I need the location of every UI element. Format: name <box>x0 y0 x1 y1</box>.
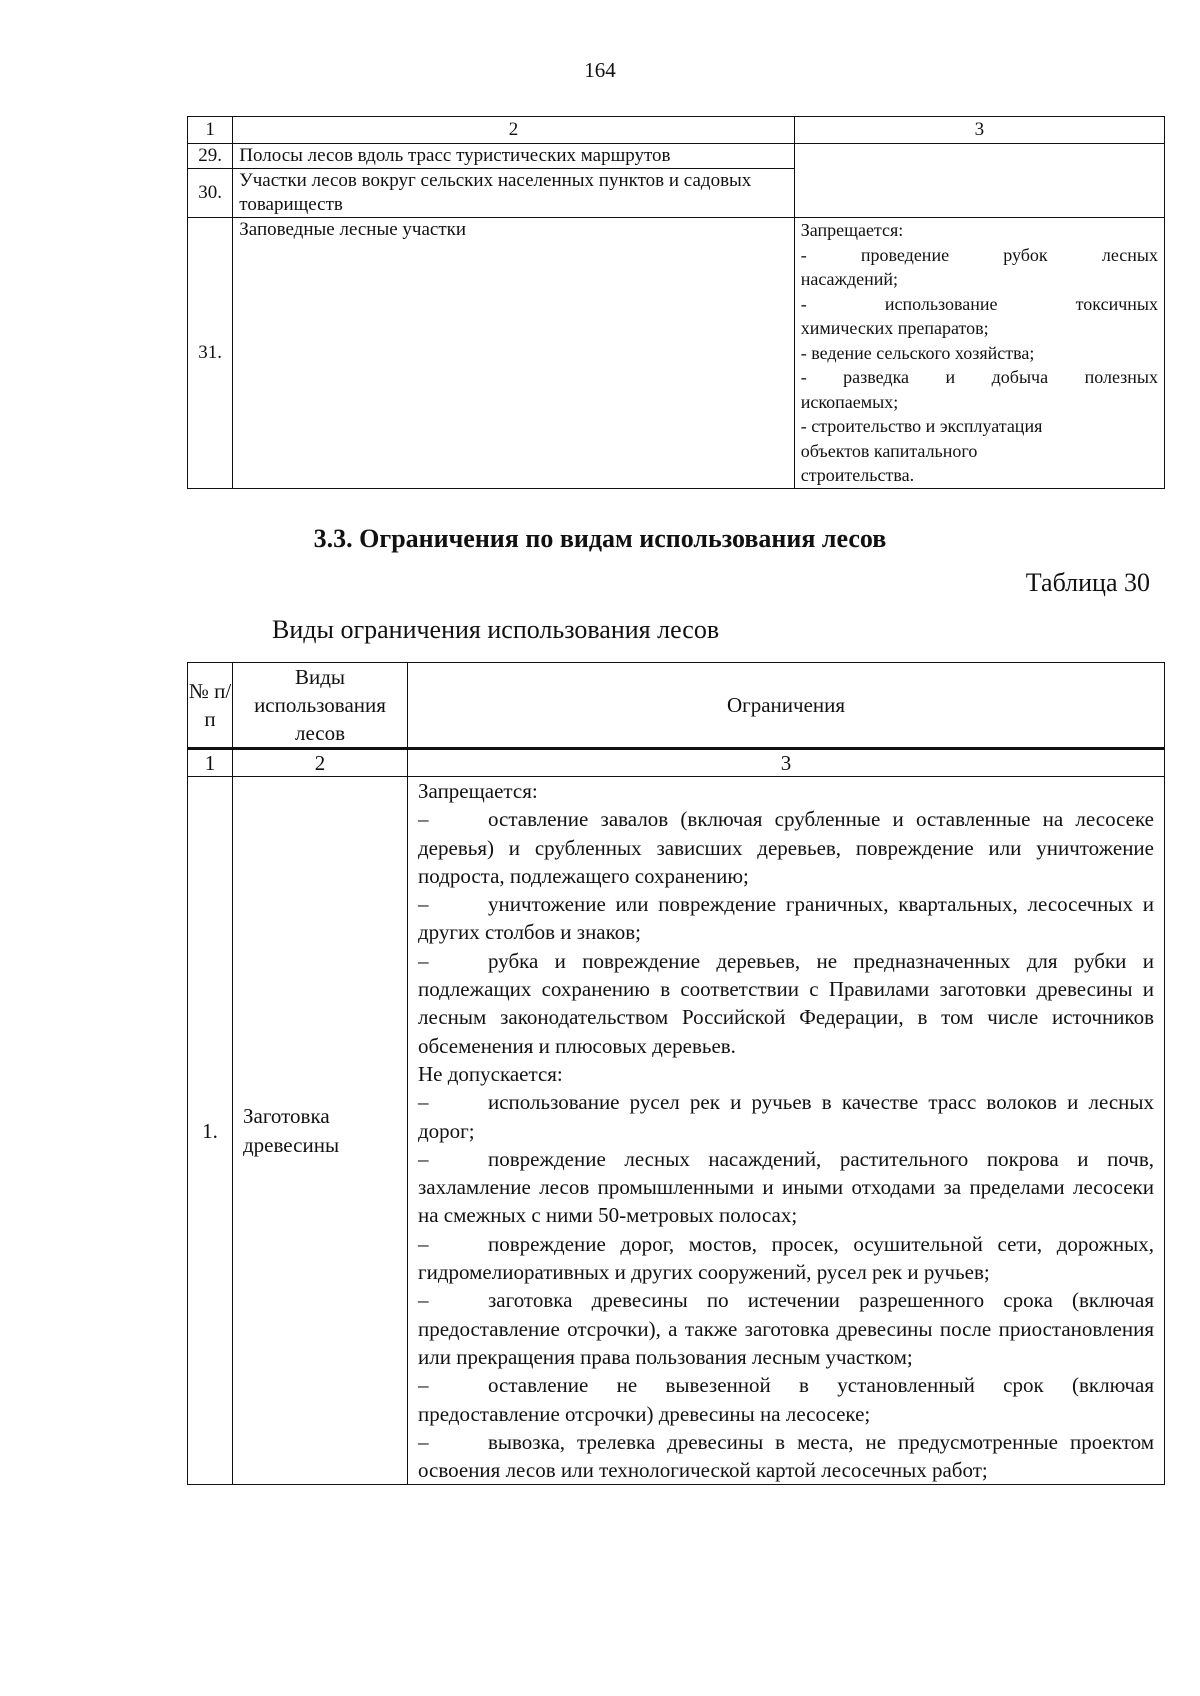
table-header-row <box>188 663 1165 749</box>
table-row <box>188 218 1165 489</box>
restriction-text: вывозка, трелевка древесины в места, не предусмотренные проектом освоения лесов или технологической картой лесосечных работ; <box>418 1429 1154 1483</box>
restriction-item <box>418 805 1154 890</box>
table-index-row <box>188 749 1165 777</box>
restriction-line: химических препаратов; <box>800 318 989 338</box>
restriction-label: Запрещается: <box>418 779 538 803</box>
restriction-line: - использование токсичных <box>800 293 1158 314</box>
row-restrictions <box>408 777 1165 1485</box>
row-name: Заповедные лесные участки <box>233 218 794 489</box>
restriction-item <box>418 1230 1154 1287</box>
restriction-line: Запрещается: <box>800 220 904 240</box>
header-cell: 2 <box>233 117 794 144</box>
restriction-item <box>418 947 1154 1060</box>
dash-bullet: – <box>418 1429 429 1454</box>
dash-bullet: – <box>418 948 429 973</box>
restriction-line: объектов капитального <box>800 440 978 461</box>
restriction-item <box>418 1145 1154 1230</box>
header-number: № п/п <box>188 663 233 749</box>
row-kind: Заготовка древесины <box>233 777 408 1485</box>
header-restrictions: Ограничения <box>408 663 1165 749</box>
dash-bullet: – <box>418 892 429 917</box>
section-title: 3.3. Ограничения по видам использования лесов <box>313 524 887 553</box>
header-kind: Виды использования лесов <box>233 663 408 749</box>
restriction-text: повреждение лесных насаждений, растительного покрова и почв, захламление лесов промышленными и иными отходами за пределами лесосеки на смежных с ними 50-метровых полосах; <box>418 1146 1154 1228</box>
row-name: Полосы лесов вдоль трасс туристических маршрутов <box>233 144 794 169</box>
restriction-line: насаждений; <box>800 269 899 289</box>
dash-bullet: – <box>418 1146 429 1171</box>
index-cell: 3 <box>408 749 1165 777</box>
row-number: 31. <box>188 218 233 489</box>
row-name: Участки лесов вокруг сельских населенных пунктов и садовых товариществ <box>233 169 794 218</box>
restriction-label: Не допускается: <box>418 1061 563 1086</box>
index-cell: 2 <box>233 749 408 777</box>
restriction-text: рубка и повреждение деревьев, не предназначенных для рубки и подлежащих сохранению в соответствии с Правилами заготовки древесины и лесным законодательством Российской Федерации, в том числе источников обсеменения и плюсовых деревьев. <box>418 948 1154 1058</box>
restriction-line: - разведка и добыча полезных <box>800 367 1158 387</box>
restrictions-table <box>187 662 1165 1485</box>
restriction-item <box>418 1428 1154 1485</box>
restriction-item <box>418 1371 1154 1428</box>
restriction-line: ископаемых; <box>800 391 899 412</box>
restriction-line: строительства. <box>800 465 915 485</box>
restriction-text: повреждение дорог, мостов, просек, осушительной сети, дорожных, гидромелиоративных и других сооружений, русел рек и ручьев; <box>418 1231 1154 1285</box>
table-header-row <box>188 117 1165 144</box>
table-row <box>188 144 1165 169</box>
dash-bullet: – <box>418 807 429 832</box>
table-row <box>188 777 1165 1485</box>
restriction-line: - проведение рубок лесных <box>800 244 1158 265</box>
restriction-item <box>418 890 1154 947</box>
restriction-text: оставление не вывезенной в установленный срок (включая предоставление отсрочки) древесины на лесосеке; <box>418 1373 1154 1426</box>
row-number: 30. <box>188 169 233 218</box>
restriction-item <box>418 1088 1154 1145</box>
continued-table <box>187 116 1165 489</box>
row-restrictions <box>794 144 1164 218</box>
table-label: Таблица 30 <box>1025 568 1150 597</box>
restriction-text: оставление завалов (включая срубленные и оставленные на лесосеке деревья) и срубленных зависших деревьев, повреждение или уничтожение подроста, подлежащего сохранению; <box>418 807 1154 888</box>
restriction-text: использование русел рек и ручьев в качестве трасс волоков и лесных дорог; <box>418 1090 1154 1143</box>
dash-bullet: – <box>418 1090 429 1115</box>
row-number: 1. <box>188 777 233 1485</box>
dash-bullet: – <box>418 1288 429 1313</box>
restriction-line: - строительство и эксплуатация <box>800 416 1043 436</box>
index-cell: 1 <box>188 749 233 777</box>
dash-bullet: – <box>418 1373 429 1398</box>
dash-bullet: – <box>418 1231 429 1256</box>
table-title: Виды ограничения использования лесов <box>272 615 720 644</box>
row-restrictions <box>794 218 1164 489</box>
header-cell: 3 <box>794 117 1164 144</box>
restriction-text: уничтожение или повреждение граничных, квартальных, лесосечных и других столбов и знаков; <box>418 892 1154 945</box>
restriction-line: - ведение сельского хозяйства; <box>800 342 1035 363</box>
header-cell: 1 <box>188 117 233 144</box>
row-number: 29. <box>188 144 233 169</box>
page-number: 164 <box>584 58 616 82</box>
restriction-text: заготовка древесины по истечении разрешенного срока (включая предоставление отсрочки), а также заготовка древесины после приостановления или прекращения права пользования лесным участком; <box>418 1288 1154 1369</box>
restriction-item <box>418 1286 1154 1371</box>
